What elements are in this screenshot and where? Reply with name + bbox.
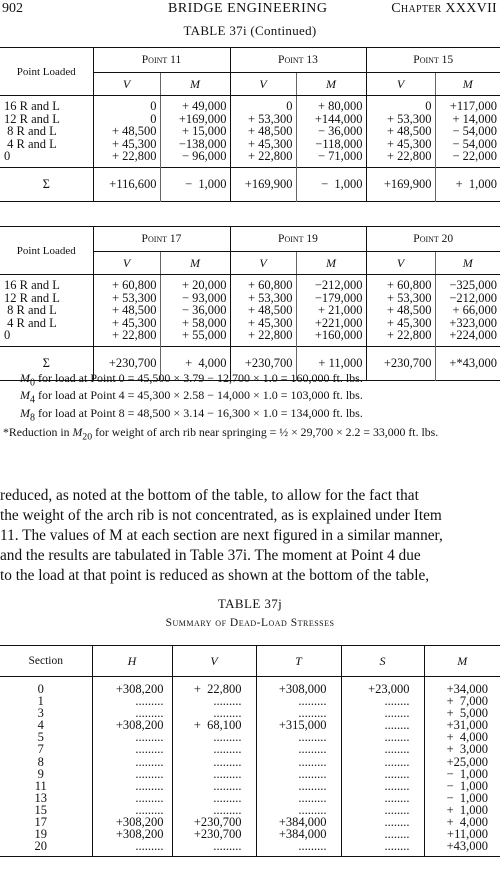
m-header: M — [435, 252, 500, 275]
point-header: Point 13 — [230, 48, 366, 73]
table-37j — [0, 645, 500, 857]
footnote: *Reduction in $M_{20}$ for weight of arch rib near springing = ½ × 29,700 × 2.2 = 33,000 ft. lbs. — [3, 425, 439, 443]
page-number: 902 — [2, 1, 23, 16]
sum-m: +*43,000 — [435, 346, 500, 380]
h-header: H — [92, 646, 172, 677]
body-paragraph — [0, 486, 500, 586]
sum-m: − 1,000 — [160, 167, 230, 201]
note-line: $M_0$ for load at Point 0 = 45,500 × 3.79 − 12,700 × 1.0 = 160,000 ft. lbs. — [20, 371, 363, 389]
sum-v: +116,600 — [93, 167, 160, 201]
table-37j-title: TABLE 37j — [217, 596, 283, 611]
paragraph-line: 11. The values of M at each section are next figured in a similar manner, — [0, 527, 443, 544]
m-values: +117,000 + 14,000 − 54,000 − 54,000 − 22,000 — [435, 96, 500, 168]
running-header — [0, 0, 500, 20]
v-column: + 22,800 ......... ......... + 68,100 ......... ......... ......... ......... ......... ......... ......... +230,700 +230,700 ......... — [172, 677, 256, 857]
v-header: V — [366, 252, 435, 275]
table-notes — [0, 372, 500, 444]
v-header: V — [93, 252, 160, 275]
point-header: Point 17 — [93, 227, 230, 252]
m-values: + 49,000 +169,000 + 15,000 −138,000 − 96,000 — [160, 96, 230, 168]
paragraph-line: and the results are tabulated in Table 37i. The moment at Point 4 due — [0, 547, 421, 564]
m-values: −212,000 −179,000 + 21,000 +221,000 +160,000 — [296, 275, 366, 347]
m-values: + 80,000 +144,000 − 36,000 −118,000 − 71,000 — [296, 96, 366, 168]
v-header: V — [230, 73, 296, 96]
point-loaded-header: Point Loaded — [0, 227, 93, 275]
v-values: + 60,800 + 53,300 + 48,500 + 45,300 + 22,800 — [230, 275, 296, 347]
point-header: Point 11 — [93, 48, 230, 73]
sum-m: + 11,000 — [296, 346, 366, 380]
v-values: + 60,800 + 53,300 + 48,500 + 45,300 + 22,800 — [366, 275, 435, 347]
m-header: M — [435, 73, 500, 96]
m-column: +34,000 + 7,000 + 5,000 +31,000 + 4,000 + 3,000 +25,000 − 1,000 − 1,000 − 1,000 + 1,000 + 4,000 +11,000 +43,000 — [424, 677, 500, 857]
v-header: V — [93, 73, 160, 96]
sum-m: + 1,000 — [435, 167, 500, 201]
sum-m: − 1,000 — [296, 167, 366, 201]
sum-label: Σ — [0, 346, 93, 380]
t-header: T — [256, 646, 341, 677]
paragraph-line: the weight of the arch rib is not concentrated, as is explained under Item — [0, 507, 442, 524]
note-line: $M_4$ for load at Point 4 = 45,300 × 2.58 − 14,000 × 1.0 = 103,000 ft. lbs. — [20, 388, 363, 406]
point-header: Point 20 — [366, 227, 500, 252]
point-loaded-header: Point Loaded — [0, 48, 93, 96]
m-header: M — [160, 252, 230, 275]
v-values: 0 0 + 48,500 + 45,300 + 22,800 — [93, 96, 160, 168]
chapter-label: Chapter XXXVII — [391, 1, 497, 16]
row-labels: 16 R and L 12 R and L 8 R and L 4 R and L 0 — [4, 99, 60, 163]
point-header: Point 19 — [230, 227, 366, 252]
table-37j-subtitle: Summary of Dead-Load Stresses — [165, 617, 335, 629]
v-header: V — [230, 252, 296, 275]
section-column: 0 1 3 4 5 7 8 9 11 13 15 17 19 20 — [34, 682, 47, 854]
sum-m: + 4,000 — [160, 346, 230, 380]
sum-v: +230,700 — [93, 346, 160, 380]
sum-v: +169,900 — [366, 167, 435, 201]
paragraph-line: to the load at that point is reduced as shown at the bottom of the table, — [0, 567, 430, 584]
s-header: S — [341, 646, 424, 677]
v-header: V — [172, 646, 256, 677]
sum-v: +230,700 — [230, 346, 296, 380]
section-header: Section — [0, 646, 92, 677]
table-37i-bottom — [0, 226, 500, 381]
m-header: M — [424, 646, 500, 677]
paragraph-line: reduced, as noted at the bottom of the table, to allow for the fact that — [0, 487, 419, 504]
note-line: $M_8$ for load at Point 8 = 48,500 × 3.14 − 16,300 × 1.0 = 134,000 ft. lbs. — [20, 405, 363, 424]
v-values: + 60,800 + 53,300 + 48,500 + 45,300 + 22,800 — [93, 275, 160, 347]
m-values: −325,000 −212,000 + 66,000 +323,000 +224,000 — [435, 275, 500, 347]
t-column: +308,000 ......... ......... +315,000 ......... ......... ......... ......... ......... ......... ......... +384,000 +384,000 ......... — [256, 677, 341, 857]
v-header: V — [366, 73, 435, 96]
running-title: BRIDGE ENGINEERING — [168, 1, 328, 16]
m-values: + 20,000 − 93,000 − 36,000 + 58,000 + 55,000 — [160, 275, 230, 347]
sum-v: +169,900 — [230, 167, 296, 201]
sum-label: Σ — [0, 167, 93, 201]
s-column: +23,000 ........ ........ ........ ........ ........ ........ ........ ........ ........ ........ ........ ........ ........ — [341, 677, 424, 857]
table-37i-top — [0, 47, 500, 202]
m-header: M — [296, 252, 366, 275]
v-values: 0 + 53,300 + 48,500 + 45,300 + 22,800 — [366, 96, 435, 168]
h-column: +308,200 ......... ......... +308,200 ......... ......... ......... ......... ......... ......... ......... +308,200 +308,200 ......... — [92, 677, 172, 857]
sum-v: +230,700 — [366, 346, 435, 380]
table-37i-title: TABLE 37i (Continued) — [183, 23, 317, 38]
m-header: M — [160, 73, 230, 96]
v-values: 0 + 53,300 + 48,500 + 45,300 + 22,800 — [230, 96, 296, 168]
point-header: Point 15 — [366, 48, 500, 73]
m-header: M — [296, 73, 366, 96]
row-labels: 16 R and L 12 R and L 8 R and L 4 R and L 0 — [4, 278, 60, 342]
